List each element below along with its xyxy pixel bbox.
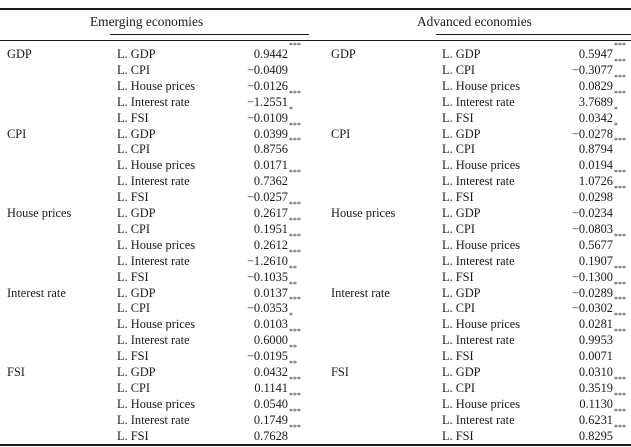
significance-stars-emerging: *** <box>289 231 301 241</box>
coefficient-advanced: 0.0281 <box>578 317 613 332</box>
advanced-header-underline <box>436 34 631 35</box>
regressor-advanced: L. House prices <box>442 396 521 411</box>
significance-stars-emerging: *** <box>289 136 301 146</box>
significance-stars-emerging: *** <box>289 215 301 225</box>
table-row <box>0 168 631 189</box>
table-row <box>0 231 631 253</box>
regressor-advanced: L. GDP <box>442 126 481 141</box>
regressor-advanced: L. House prices <box>442 158 521 173</box>
table-row <box>0 157 631 173</box>
regressor-emerging: L. Interest rate <box>117 94 190 109</box>
table-row <box>0 72 631 94</box>
regressor-emerging: L. Interest rate <box>117 253 190 268</box>
regressor-emerging: L. CPI <box>117 301 151 316</box>
regressor-emerging: L. CPI <box>117 142 151 157</box>
table-row <box>0 263 631 285</box>
coefficient-emerging: 0.2612 <box>253 237 288 252</box>
regressor-emerging: L. FSI <box>117 110 149 125</box>
table-row <box>0 295 631 316</box>
bottom-rule <box>0 444 631 446</box>
regressor-emerging: L. House prices <box>117 158 196 173</box>
regressor-emerging: L. GDP <box>117 206 156 220</box>
significance-stars-emerging: *** <box>289 200 301 209</box>
table-row <box>0 247 631 269</box>
significance-stars-emerging: *** <box>289 168 301 178</box>
regressor-advanced: L. FSI <box>442 349 474 364</box>
coefficient-emerging: −0.0353 <box>246 301 288 316</box>
coefficient-emerging: 0.0432 <box>253 365 288 379</box>
significance-stars-advanced: *** <box>614 311 626 321</box>
regressor-emerging: L. GDP <box>117 47 156 61</box>
table-row <box>0 88 631 110</box>
table-row <box>0 184 631 205</box>
regressor-emerging: L. CPI <box>117 380 151 395</box>
regressor-emerging: L. House prices <box>117 237 196 252</box>
coefficient-emerging: −0.0126 <box>246 78 288 93</box>
significance-stars-emerging: *** <box>289 247 301 257</box>
coefficient-advanced: −0.1300 <box>571 269 613 284</box>
table-row <box>0 136 631 157</box>
coefficient-emerging: −0.0109 <box>246 110 288 125</box>
coefficient-advanced: 3.7689 <box>578 94 613 109</box>
significance-stars-advanced: *** <box>614 72 626 82</box>
dependent-variable-emerging: Interest rate <box>7 285 66 300</box>
coefficient-emerging: 0.1749 <box>253 412 288 427</box>
coefficient-advanced: 0.1130 <box>579 396 613 411</box>
significance-stars-emerging: ** <box>289 263 297 273</box>
regressor-emerging: L. Interest rate <box>117 412 190 427</box>
significance-stars-advanced: *** <box>614 263 626 273</box>
table-row <box>0 120 631 142</box>
coefficient-advanced: 0.0298 <box>578 190 613 205</box>
significance-stars-emerging: * <box>289 311 293 321</box>
coefficient-emerging: −1.2610 <box>246 253 288 268</box>
significance-stars-advanced: *** <box>614 422 626 432</box>
table-row <box>0 422 631 444</box>
significance-stars-emerging: *** <box>289 406 301 416</box>
regressor-advanced: L. FSI <box>442 269 474 284</box>
significance-stars-advanced: *** <box>614 327 626 337</box>
regressor-emerging: L. Interest rate <box>117 333 190 348</box>
significance-stars-advanced: * <box>614 104 618 114</box>
table-row <box>0 390 631 412</box>
coefficient-advanced: 0.5947 <box>578 47 613 61</box>
coefficient-advanced: −0.0234 <box>571 206 613 220</box>
top-rule <box>0 8 631 10</box>
table-row <box>0 374 631 396</box>
significance-stars-advanced: *** <box>614 279 626 289</box>
regressor-emerging: L. FSI <box>117 428 149 443</box>
regressor-advanced: L. FSI <box>442 110 474 125</box>
regressor-emerging: L. FSI <box>117 190 149 205</box>
significance-stars-emerging: ** <box>289 279 297 289</box>
dependent-variable-advanced: GDP <box>331 47 356 61</box>
significance-stars-emerging: ** <box>289 359 297 368</box>
regressor-advanced: L. Interest rate <box>442 412 515 427</box>
table-row <box>0 215 631 237</box>
coefficient-emerging: −0.1035 <box>246 269 288 284</box>
significance-stars-advanced: *** <box>614 41 626 50</box>
coefficient-advanced: 0.9953 <box>578 333 613 348</box>
coefficient-emerging: 0.7628 <box>253 428 288 443</box>
regressor-emerging: L. FSI <box>117 349 149 364</box>
significance-stars-advanced: *** <box>614 136 626 146</box>
significance-stars-advanced: *** <box>614 184 626 194</box>
dependent-variable-advanced: Interest rate <box>331 285 390 300</box>
table-row <box>0 311 631 332</box>
coefficient-advanced: 0.8794 <box>578 142 613 157</box>
dependent-variable-emerging: GDP <box>7 47 32 61</box>
table-row <box>0 279 631 301</box>
significance-stars-emerging: *** <box>289 41 301 50</box>
table-row <box>0 343 631 364</box>
coefficient-emerging: 0.0137 <box>253 285 288 300</box>
regressor-advanced: L. House prices <box>442 78 521 93</box>
coefficient-advanced: 0.6231 <box>578 412 613 427</box>
regressor-advanced: L. Interest rate <box>442 94 515 109</box>
emerging-header-underline <box>110 34 309 35</box>
regressor-emerging: L. House prices <box>117 78 196 93</box>
coefficient-advanced: 0.3519 <box>578 380 613 395</box>
table-row <box>0 104 631 126</box>
significance-stars-emerging: * <box>289 104 293 114</box>
header-advanced-economies: Advanced economies <box>417 14 532 29</box>
significance-stars-advanced: *** <box>614 88 626 98</box>
coefficient-emerging: −0.0409 <box>246 62 288 77</box>
coefficient-emerging: 0.7362 <box>253 174 288 189</box>
regressor-advanced: L. CPI <box>442 301 476 316</box>
significance-stars-emerging: *** <box>289 422 301 432</box>
significance-stars-emerging: *** <box>289 120 301 130</box>
regressor-advanced: L. Interest rate <box>442 174 515 189</box>
table-row <box>0 56 631 78</box>
regressor-advanced: L. House prices <box>442 317 521 332</box>
dependent-variable-advanced: House prices <box>331 206 396 220</box>
coefficient-advanced: 0.0194 <box>578 158 613 173</box>
coefficient-advanced: 0.0071 <box>578 349 613 364</box>
coefficient-advanced: 0.0829 <box>578 78 613 93</box>
significance-stars-advanced: *** <box>614 295 626 305</box>
significance-stars-emerging: ** <box>289 343 297 353</box>
significance-stars-emerging: *** <box>289 374 301 384</box>
coefficient-advanced: 1.0726 <box>578 174 613 189</box>
dependent-variable-advanced: CPI <box>331 126 351 141</box>
header-emerging-economies: Emerging economies <box>90 14 204 29</box>
regressor-emerging: L. CPI <box>117 221 151 236</box>
regressor-advanced: L. GDP <box>442 285 481 300</box>
header-rule <box>0 40 631 41</box>
coefficient-emerging: 0.9442 <box>253 47 288 61</box>
regressor-emerging: L. GDP <box>117 365 156 379</box>
regressor-emerging: L. House prices <box>117 396 196 411</box>
coefficient-emerging: 0.0171 <box>253 158 288 173</box>
coefficient-advanced: 0.5677 <box>578 237 613 252</box>
regressor-advanced: L. GDP <box>442 206 481 220</box>
regressor-advanced: L. FSI <box>442 428 474 443</box>
significance-stars-advanced: *** <box>614 390 626 400</box>
coefficient-advanced: 0.8295 <box>578 428 613 443</box>
significance-stars-advanced: *** <box>614 168 626 178</box>
significance-stars-advanced: *** <box>614 56 626 66</box>
dependent-variable-emerging: FSI <box>7 365 25 379</box>
regressor-advanced: L. GDP <box>442 47 481 61</box>
regressor-emerging: L. GDP <box>117 126 156 141</box>
regressor-emerging: L. FSI <box>117 269 149 284</box>
regressor-advanced: L. Interest rate <box>442 253 515 268</box>
significance-stars-emerging: *** <box>289 88 301 98</box>
dependent-variable-emerging: CPI <box>7 126 27 141</box>
regressor-advanced: L. GDP <box>442 365 481 379</box>
table-row <box>0 327 631 348</box>
table-row <box>0 359 631 380</box>
table-row <box>0 200 631 221</box>
dependent-variable-advanced: FSI <box>331 365 349 379</box>
coefficient-emerging: 0.8756 <box>253 142 288 157</box>
coefficient-emerging: 0.2617 <box>253 206 288 220</box>
regressor-advanced: L. CPI <box>442 142 476 157</box>
coefficient-advanced: −0.0302 <box>571 301 613 316</box>
significance-stars-emerging: *** <box>289 390 301 400</box>
coefficient-emerging: 0.1951 <box>253 221 288 236</box>
coefficient-emerging: 0.0540 <box>253 396 288 411</box>
coefficient-advanced: 0.0310 <box>578 365 613 379</box>
regressor-advanced: L. CPI <box>442 62 476 77</box>
regressor-emerging: L. CPI <box>117 62 151 77</box>
regressor-advanced: L. Interest rate <box>442 333 515 348</box>
regressor-emerging: L. House prices <box>117 317 196 332</box>
coefficient-advanced: −0.3077 <box>571 62 613 77</box>
coefficient-emerging: −0.0257 <box>246 190 288 205</box>
coefficient-advanced: 0.1907 <box>578 253 613 268</box>
significance-stars-advanced: *** <box>614 231 626 241</box>
coefficient-advanced: 0.0342 <box>578 110 613 125</box>
coefficient-emerging: 0.0103 <box>253 317 288 332</box>
significance-stars-advanced: *** <box>614 374 626 384</box>
significance-stars-advanced: * <box>614 120 618 130</box>
coefficient-emerging: 0.0399 <box>253 126 288 141</box>
table-row <box>0 406 631 428</box>
regressor-emerging: L. Interest rate <box>117 174 190 189</box>
dependent-variable-emerging: House prices <box>7 206 72 220</box>
regressor-advanced: L. House prices <box>442 237 521 252</box>
coefficient-emerging: 0.1141 <box>254 380 288 395</box>
regressor-emerging: L. GDP <box>117 285 156 300</box>
coefficient-advanced: −0.0289 <box>571 285 613 300</box>
coefficient-emerging: −0.0195 <box>246 349 288 364</box>
coefficient-emerging: −1.2551 <box>246 94 288 109</box>
significance-stars-emerging: *** <box>289 327 301 337</box>
regressor-advanced: L. FSI <box>442 190 474 205</box>
coefficient-advanced: −0.0278 <box>571 126 613 141</box>
regressor-advanced: L. CPI <box>442 380 476 395</box>
coefficient-emerging: 0.6000 <box>253 333 288 348</box>
coefficient-advanced: −0.0803 <box>571 221 613 236</box>
regressor-advanced: L. CPI <box>442 221 476 236</box>
significance-stars-advanced: *** <box>614 406 626 416</box>
significance-stars-emerging: *** <box>289 295 301 305</box>
table-row <box>0 41 631 62</box>
